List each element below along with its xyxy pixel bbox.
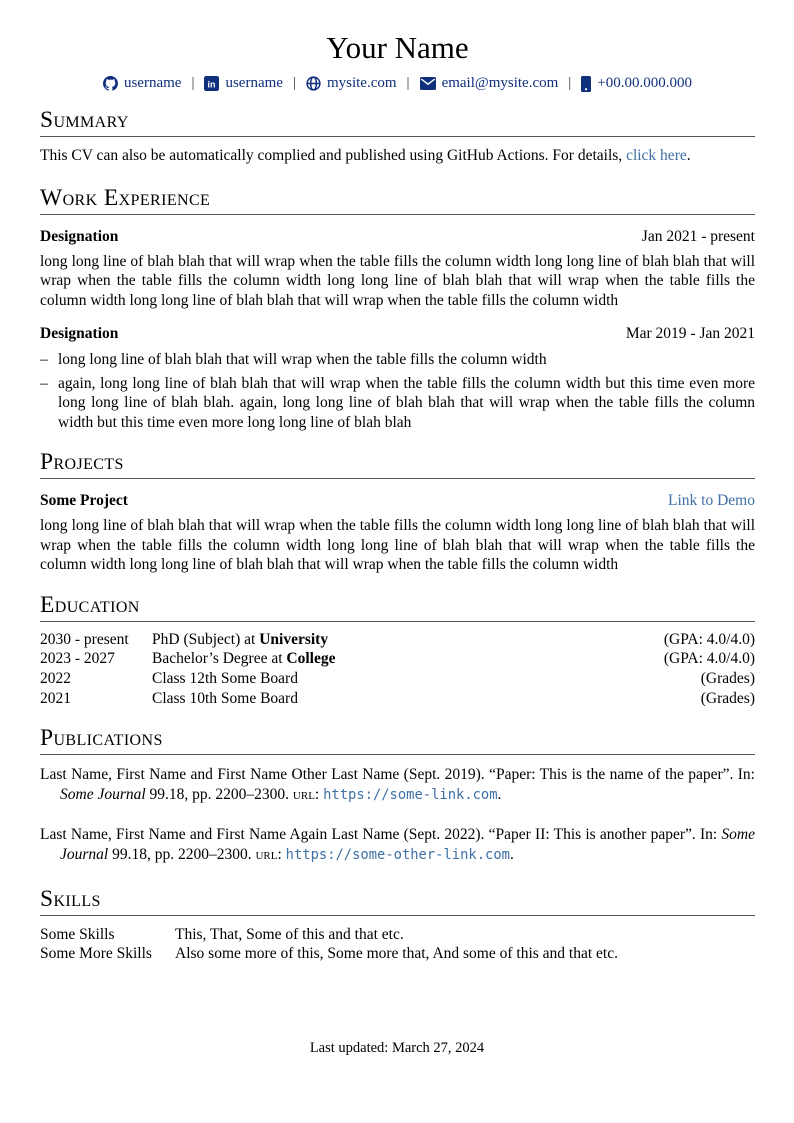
work-dates: Jan 2021 - present: [641, 227, 755, 245]
linkedin-link[interactable]: [204, 75, 282, 92]
envelope-icon: [420, 77, 436, 90]
section-education: [40, 591, 755, 709]
linkedin-username: username: [225, 75, 283, 91]
phone-label: +00.00.000.000: [597, 75, 693, 91]
work-bullet-list: [40, 350, 755, 432]
click-here-link[interactable]: click here: [626, 147, 687, 164]
email-label: email@mysite.com: [441, 75, 559, 91]
url-label: url:: [255, 845, 286, 863]
summary-heading: Summary: [40, 107, 129, 133]
work-entry-head: [40, 324, 755, 344]
publications-heading: Publications: [40, 725, 163, 752]
publication-period: .: [509, 845, 514, 863]
education-row: [40, 649, 755, 669]
education-degree: [152, 669, 555, 689]
education-grade: (GPA: 4.0/4.0): [663, 630, 755, 648]
project-entry-head: [40, 491, 755, 511]
education-grade: (Grades): [700, 689, 755, 707]
section-rule: [40, 478, 755, 479]
mobile-phone-icon: [581, 76, 591, 92]
contact-separator: |: [292, 75, 296, 91]
work-entry-2: [40, 324, 755, 432]
publication-authors-title: Last Name, First Name and First Name Other Last Name (Sept. 2019). “Paper: This is the name of the paper”. In:: [40, 766, 755, 784]
github-link[interactable]: [103, 75, 181, 92]
contact-separator: |: [406, 75, 410, 91]
summary-text-after: .: [686, 147, 691, 164]
github-username: username: [123, 75, 182, 91]
publication-authors-title: Last Name, First Name and First Name Again Last Name (Sept. 2022). “Paper II: This is another paper”. In:: [40, 825, 722, 843]
education-dates: 2023 - 2027: [40, 650, 115, 668]
education-heading: Education: [40, 591, 140, 618]
journal-name: Some Journal: [60, 825, 755, 863]
section-rule: [40, 621, 755, 622]
publication-period: .: [497, 786, 502, 804]
degree-text: Class 10th Some Board: [152, 689, 298, 707]
section-publications: [40, 724, 755, 865]
publication-url-link[interactable]: https://some-other-link.com: [285, 846, 510, 863]
publication-item: [40, 765, 755, 806]
last-updated-footer: Last updated: March 27, 2024: [309, 1040, 485, 1056]
education-grade: (Grades): [700, 669, 755, 687]
work-title: Designation: [40, 227, 119, 245]
section-rule: [40, 214, 755, 215]
skills-table: [40, 925, 755, 964]
education-degree: [152, 649, 555, 669]
education-degree: [152, 689, 555, 709]
section-rule: [40, 915, 755, 916]
skills-row: [40, 925, 755, 945]
website-label: mysite.com: [326, 75, 397, 91]
education-table: [40, 630, 755, 709]
project-entry-1: [40, 491, 755, 575]
contact-row: [40, 75, 755, 92]
project-demo-link[interactable]: Link to Demo: [668, 492, 755, 509]
page-title: Your Name: [326, 30, 469, 65]
journal-name: Some Journal: [60, 786, 146, 804]
work-bullet: – again, long long line of blah blah that will wrap when the table fills the column width but this time even more long long line of blah blah. again, long long line of blah blah that will wrap when the table fills the column width but this time even more long long line of blah blah: [40, 374, 755, 433]
education-grade: (GPA: 4.0/4.0): [663, 650, 755, 668]
education-row: [40, 669, 755, 689]
education-dates: 2030 - present: [40, 630, 129, 648]
work-bullet: – long long line of blah blah that will wrap when the table fills the column width: [40, 350, 755, 370]
section-skills: [40, 885, 755, 964]
education-row: [40, 630, 755, 650]
institution-name: College: [286, 650, 336, 668]
skill-values: Also some more of this, Some more that, And some of this and that etc.: [175, 945, 618, 963]
work-entry-1: [40, 227, 755, 311]
publication-item: [40, 825, 755, 866]
degree-text: Class 12th Some Board: [152, 669, 298, 687]
education-dates: 2022: [40, 669, 71, 687]
project-title: Some Project: [40, 492, 128, 509]
skill-category: Some More Skills: [40, 945, 152, 963]
skills-row: [40, 944, 755, 964]
publication-list: [40, 765, 755, 865]
education-dates: 2021: [40, 689, 71, 707]
project-description: long long line of blah blah that will wrap when the table fills the column width long long line of blah blah that will wrap when the table fills the column width long long line of blah blah that will wrap when the table fills the column width long long line of blah blah that will wrap when the table fills the column width: [40, 517, 755, 573]
contact-separator: |: [191, 75, 195, 91]
publication-pages: 99.18, pp. 2200–2300.: [108, 845, 256, 863]
section-rule: [40, 754, 755, 755]
education-degree: [152, 630, 555, 650]
publication-pages: 99.18, pp. 2200–2300.: [145, 786, 293, 804]
work-dates: Mar 2019 - Jan 2021: [625, 325, 755, 342]
work-entry-head: [40, 227, 755, 247]
institution-name: University: [259, 630, 329, 648]
degree-text: PhD (Subject) at: [152, 630, 260, 648]
github-icon: [103, 76, 118, 91]
url-label: url:: [292, 786, 324, 804]
email-link[interactable]: [420, 75, 559, 92]
skill-values: This, That, Some of this and that etc.: [175, 925, 404, 943]
summary-text-before: This CV can also be automatically complied and published using GitHub Actions. For details,: [40, 147, 627, 164]
work-heading: Work Experience: [40, 184, 211, 211]
section-projects: [40, 448, 755, 575]
linkedin-icon: [204, 76, 219, 91]
skills-heading: Skills: [40, 885, 101, 912]
globe-icon: [306, 76, 321, 91]
website-link[interactable]: [306, 75, 397, 92]
phone-link[interactable]: [581, 75, 692, 92]
section-work-experience: [40, 184, 755, 433]
publication-url-link[interactable]: https://some-link.com: [323, 787, 498, 804]
work-title: Designation: [40, 325, 119, 342]
section-rule: [40, 136, 755, 137]
work-description: long long line of blah blah that will wrap when the table fills the column width long long line of blah blah that will wrap when the table fills the column width long long line of blah blah that will wrap when the table fills the column width long long line of blah blah that will wrap when the table fills the column width: [40, 252, 755, 309]
education-row: [40, 689, 755, 709]
contact-separator: |: [568, 75, 572, 91]
section-summary: [40, 106, 755, 166]
projects-heading: Projects: [40, 449, 124, 475]
skill-category: Some Skills: [40, 925, 115, 943]
summary-text: [40, 146, 755, 166]
svg-text:in: in: [208, 79, 216, 90]
degree-text: Bachelor’s Degree at: [152, 650, 287, 668]
